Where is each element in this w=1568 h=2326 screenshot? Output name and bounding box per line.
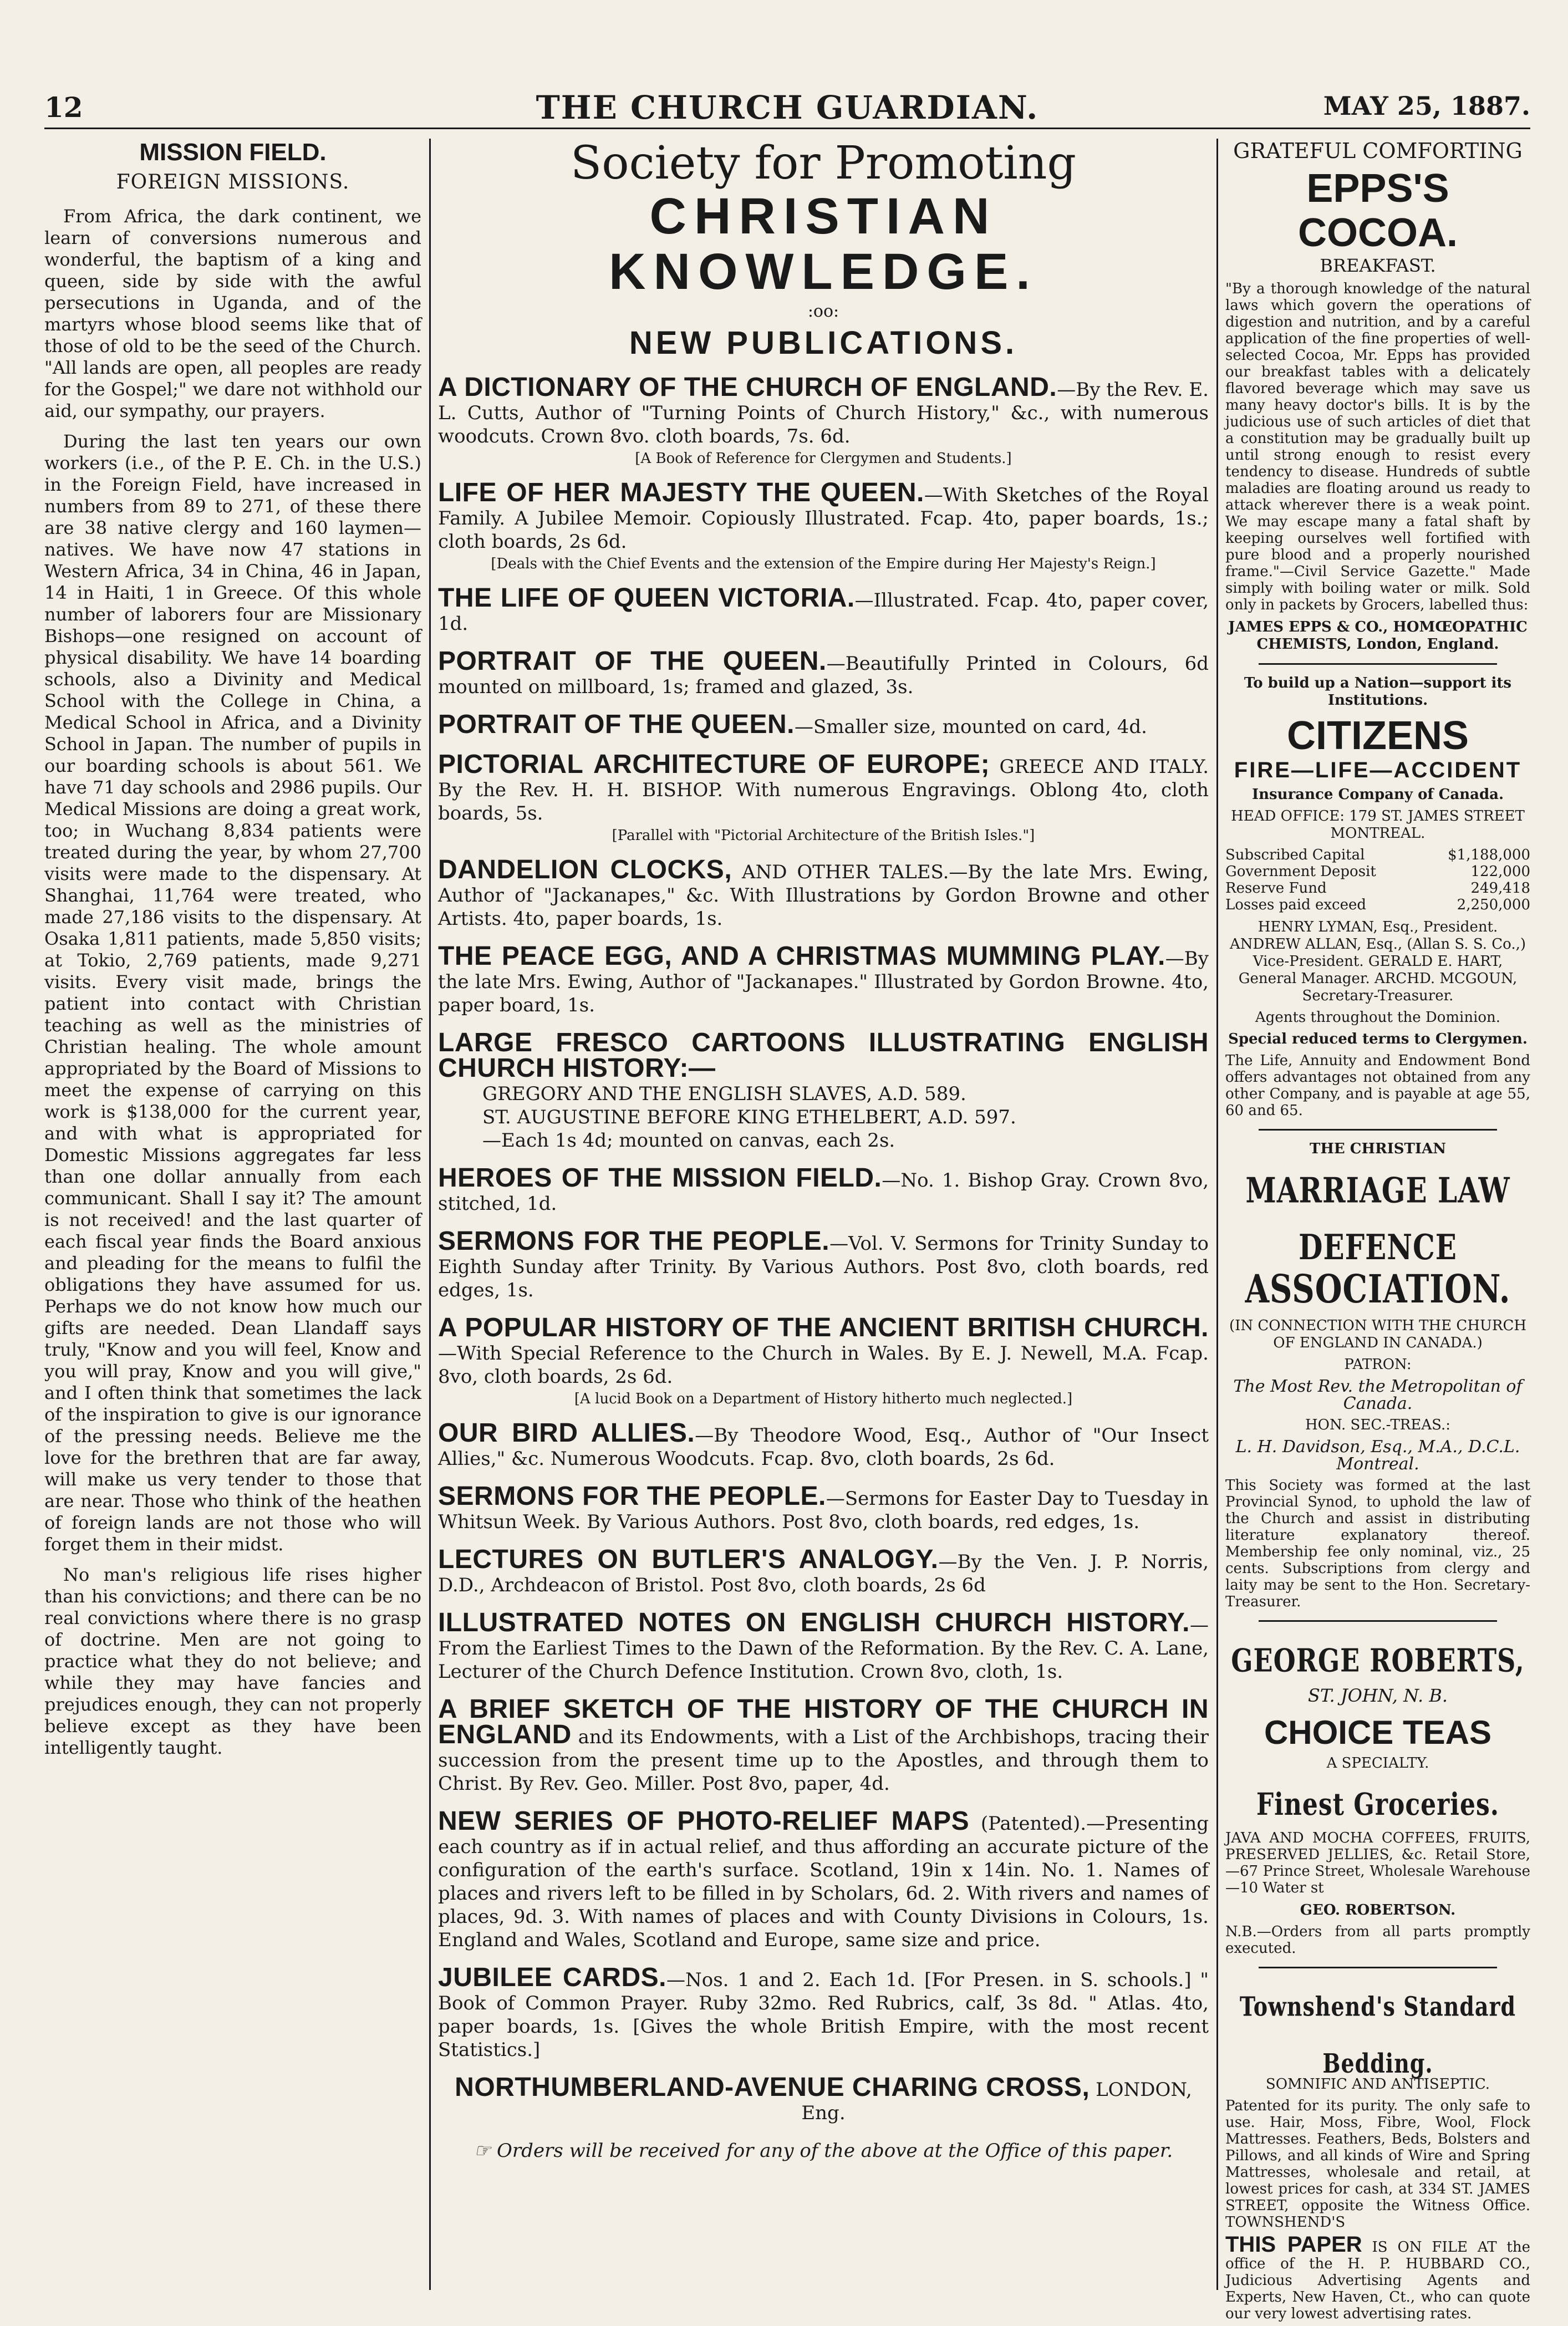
cocoa-maker: JAMES EPPS & CO., HOMŒOPATHIC CHEMISTS, London, England.: [1228, 619, 1528, 653]
finance-value: 122,000: [1470, 863, 1530, 880]
publication-details: —Beautifully Printed in Colours, 6d mounted on millboard, 1s; framed and glazed, 3s.: [438, 653, 1209, 698]
pointing-hand-icon: ☞: [474, 2140, 497, 2162]
bedding-subtitle: SOMNIFIC AND ANTISEPTIC.: [1265, 2076, 1490, 2093]
publication-item: [438, 1028, 1209, 1152]
publication-item: [438, 1163, 1209, 1215]
cocoa-tagline: GRATEFUL COMFORTING: [1233, 139, 1523, 163]
publication-details: and its Endowments, with a List of the Archbishops, tracing their succession from the present time up to the Apostles, and through them to Christ. By Rev. Geo. Miller. Post 8vo, paper, 4d.: [438, 1726, 1209, 1795]
publication-title: JUBILEE CARDS.: [438, 1963, 666, 1992]
bedding-heading: Townshend's Standard Bedding.: [1239, 1991, 1516, 2079]
publication-details: —Smaller size, mounted on card, 4d.: [795, 716, 1147, 738]
orders-notice: N.B.—Orders from all parts promptly executed.: [1225, 1923, 1530, 1957]
publication-title: OUR BIRD ALLIES.: [438, 1418, 695, 1448]
ad-divider: [1259, 1129, 1497, 1131]
finance-table: [1225, 847, 1530, 913]
publication-item: [438, 1226, 1209, 1302]
publication-note: [A Book of Reference for Clergymen and Students.]: [635, 450, 1012, 467]
finance-value: $1,188,000: [1448, 847, 1530, 863]
publication-title: HEROES OF THE MISSION FIELD.: [438, 1163, 882, 1193]
finance-row: [1225, 863, 1530, 880]
publication-title: PORTRAIT OF THE QUEEN.: [438, 647, 827, 676]
ad-divider: [1259, 1620, 1497, 1622]
cocoa-title: EPPS'S COCOA.: [1298, 166, 1458, 255]
mission-field-column: [44, 139, 421, 2290]
publication-item: [438, 373, 1209, 467]
publication-details: —By the late Mrs. Ewing, Author of "Jackanapes." Illustrated by Gordon Browne. 4to, paper board, 1s.: [438, 948, 1209, 1016]
publication-title: PORTRAIT OF THE QUEEN.: [438, 710, 795, 739]
roberts-location: ST. JOHN, N. B.: [1307, 1685, 1448, 1706]
publication-details: (Patented).—Presenting each country as if in actual relief, and thus affording an accurate picture of the configuration of the earth's surface. Scotland, 19in x 14in. No. 1. Names of places and rivers left to be filled in by Scholars, 6d. 2. With rivers and names of places, 9d. 3. With names of places and with County Divisions in Colours, 1s. England and Wales, Scotland and Europe, same size and price.: [438, 1813, 1209, 1951]
spck-title-line1: Society for Promoting: [571, 137, 1076, 190]
association-connection: (IN CONNECTION WITH THE CHURCH OF ENGLAND IN CANADA.): [1229, 1317, 1527, 1351]
association-description: This Society was formed at the last Provincial Synod, to uphold the law of the Church and assist in distributing literature explanatory thereof. Membership fee only nominal, viz., 25 cents. Subscriptions from clergy and laity may be sent to the Hon. Secretary-Treasurer.: [1225, 1477, 1530, 1610]
finance-label: Government Deposit: [1225, 863, 1376, 880]
publication-details: GREECE AND ITALY. By the Rev. H. H. BISHOP. With numerous Engravings. Oblong 4to, cloth boards, 5s.: [438, 756, 1209, 824]
publication-item: [438, 1313, 1209, 1407]
publication-item: [438, 1963, 1209, 2062]
publication-item: [438, 1806, 1209, 1952]
publication-title: A DICTIONARY OF THE CHURCH OF ENGLAND.: [438, 373, 1057, 402]
patron-name: The Most Rev. the Metropolitan of Canada.: [1233, 1377, 1523, 1413]
ornament-divider: :oo:: [807, 302, 839, 321]
publication-item: [438, 1608, 1209, 1683]
publication-title: THE PEACE EGG, AND A CHRISTMAS MUMMING PLAY.: [438, 941, 1165, 971]
section-subheading: FOREIGN MISSIONS.: [116, 171, 350, 194]
paper-on-file-notice: [1225, 2232, 1530, 2322]
address-city: LONDON, Eng.: [801, 2079, 1192, 2124]
section-heading: MISSION FIELD.: [139, 139, 327, 166]
publication-title: LIFE OF HER MAJESTY THE QUEEN.: [438, 478, 924, 507]
finance-value: 249,418: [1470, 880, 1530, 897]
publication-item: [438, 1545, 1209, 1597]
publication-item: [438, 941, 1209, 1017]
publication-note: [A lucid Book on a Department of History hitherto much neglected.]: [574, 1391, 1073, 1407]
citizens-tagline: To build up a Nation—support its Institutions.: [1244, 675, 1512, 709]
publication-details: —With Special Reference to the Church in Wales. By E. J. Newell, M.A. Fcap. 8vo, cloth boards, 2s 6d.: [438, 1342, 1209, 1388]
roberts-name: GEORGE ROBERTS,: [1231, 1641, 1525, 1679]
publication-item: [438, 583, 1209, 635]
publication-details: —With Sketches of the Royal Family. A Jubilee Memoir. Copiously Illustrated. Fcap. 4to, paper boards, 1s.; cloth boards, 2s 6d.: [438, 484, 1209, 553]
publication-title: A POPULAR HISTORY OF THE ANCIENT BRITISH CHURCH.: [438, 1313, 1209, 1342]
publication-title: LARGE FRESCO CARTOONS ILLUSTRATING ENGLISH CHURCH HISTORY:—: [438, 1028, 1209, 1083]
column-rule: [429, 139, 431, 2290]
publication-item: [438, 750, 1209, 844]
publication-note: [Deals with the Chief Events and the extension of the Empire during Her Majesty's Reign.]: [491, 556, 1156, 572]
secretary-label: HON. SEC.-TREAS.:: [1305, 1417, 1451, 1433]
secretary-name: L. H. Davidson, Esq., M.A., D.C.L. Montreal.: [1235, 1437, 1520, 1474]
finance-row: [1225, 897, 1530, 913]
publication-details: AND OTHER TALES.—By the late Mrs. Ewing, Author of "Jackanapes," &c. With Illustrations by Gordon Browne and other Artists. 4to, paper boards, 1s.: [438, 861, 1209, 930]
citizens-company: Insurance Company of Canada.: [1251, 786, 1504, 803]
publication-item: [438, 1418, 1209, 1470]
publication-item: [438, 1482, 1209, 1534]
publication-details: —By the Rev. E. L. Cutts, Author of "Turning Points of Church History," &c., with numerous woodcuts. Crown 8vo. cloth boards, 7s. 6d.: [438, 379, 1209, 447]
publication-details: —By Theodore Wood, Esq., Author of "Our Insect Allies," &c. Numerous Woodcuts. Fcap. 8vo, cloth boards, 2s 6d.: [438, 1424, 1209, 1470]
publication-item: [438, 855, 1209, 930]
finance-label: Losses paid exceed: [1225, 897, 1366, 913]
citizens-title: CITIZENS: [1286, 714, 1469, 758]
association-prefix: THE CHRISTIAN: [1309, 1141, 1447, 1157]
cocoa-description: "By a thorough knowledge of the natural laws which govern the operations of digestion and nutrition, and by a careful application of the fine properties of well-selected Cocoa, Mr. Epps has provided our breakfast tables with a delicately flavored beverage which may save us many heavy doctor's bills. It is by the judicious use of such articles of diet that a constitution may be gradually built up until strong enough to resist every tendency to disease. Hundreds of subtle maladies are floating around us ready to attack wherever there is a weak point. We may escape many a fatal shaft by keeping ourselves well fortified with pure blood and a properly nourished frame."—Civil Service Gazette." Made simply with boiling water or milk. Sold only in packets by Grocers, labelled thus:: [1225, 281, 1530, 613]
issue-date: MAY 25, 1887.: [1323, 91, 1530, 121]
publication-title: THE LIFE OF QUEEN VICTORIA.: [438, 583, 855, 613]
publication-title: DANDELION CLOCKS,: [438, 855, 732, 884]
bond-description: The Life, Annuity and Endowment Bond offers advantages not obtained from any other Company, and is payable at age 55, 60 and 65.: [1225, 1052, 1530, 1119]
teas-specialty: A SPECIALTY.: [1326, 1755, 1429, 1772]
publication-details: —Illustrated. Fcap. 4to, paper cover, 1d.: [438, 589, 1209, 635]
publication-details: —From the Earliest Times to the Dawn of the Reformation. By the Rev. C. A. Lane, Lecturer of the Church Defence Institution. Crown 8vo, cloth, 1s.: [438, 1614, 1209, 1683]
orders-note-text: Orders will be received for any of the above at the Office of this paper.: [497, 2140, 1173, 2162]
teas-heading: CHOICE TEAS: [1264, 1714, 1492, 1751]
clergy-terms: Special reduced terms to Clergymen.: [1228, 1031, 1528, 1047]
publication-item: [438, 647, 1209, 699]
association-title-line2: ASSOCIATION.: [1245, 1266, 1511, 1312]
paper-on-file-heading: THIS PAPER: [1225, 2232, 1362, 2257]
spck-title-line2: CHRISTIAN KNOWLEDGE.: [609, 188, 1038, 300]
article-paragraph: During the last ten years our own workers (i.e., of the P. E. Ch. in the U.S.) in the Foreign Field, have increased in numbers from 89 to 271, of these there are 38 native clergy and 160 laymen—natives. We have now 47 stations in Western Africa, 34 in China, 46 in Japan, 14 in Haiti, 1 in Greece. Of this whole number of laborers four are Missionary Bishops—one resigned on account of physical disability. We have 14 boarding schools, also a Divinity and Medical School with the College in China, a Medical School in Africa, and a Divinity School in Japan. The number of pupils in our boarding schools is about 561. We have 71 day schools and 2986 pupils. Our Medical Missions are doing a great work, too; in Wuchang 8,834 patients were treated during the year, by whom 27,700 visits were made to the dispensary. At Shanghai, 11,764 were treated, who made 27,186 visits to the dispensary. At Osaka 1,811 patients, made 5,850 visits; at Tokio, 2,769 patients, made 9,271 visits. Every visit made, brings the patient into contact with Christian teaching as well as the ministries of Christian healing. The whole amount appropriated by the Board of Missions to meet the expense of carrying on this work is $138,000 for the current year, and with what is appropriated for Domestic Missions aggregates far less than one dollar annually from each communicant. Shall I say it? The amount is not received! and the last quarter of each fiscal year finds the Board anxious and pleading for the means to fulfil the obligations they have assumed for us. Perhaps we do not know how much our gifts are needed. Dean Llandaff says truly, "Know and you will feel, Know and you will pray, Know and you will give," and I often think that sometimes the lack of the inspiration to give is our ignorance of the pressing needs. Believe me the love for the brethren that are far away, will make us very tender to those that are near. Those who think of the heathen of foreign lands are not those who will forget them in their midst.: [44, 431, 421, 1555]
page-number: 12: [44, 91, 83, 124]
advertisements-column: [1225, 139, 1530, 2322]
patron-label: PATRON:: [1344, 1356, 1412, 1373]
cartoon-title: GREGORY AND THE ENGLISH SLAVES, A.D. 589.: [482, 1083, 966, 1105]
article-paragraph: No man's religious life rises higher than his convictions; and there can be no real convictions where there is no grasp of doctrine. Men are not going to practice what they do not believe; and while they may have fancies and prejudices enough, they can not properly believe except as they have been intelligently taught.: [44, 1564, 421, 1758]
publication-details: —By the Ven. J. P. Norris, D.D., Archdeacon of Bristol. Post 8vo, cloth boards, 2s 6d: [438, 1551, 1209, 1596]
spck-advertisement-column: [438, 139, 1209, 2290]
publication-details: —Sermons for Easter Day to Tuesday in Whitsun Week. By Various Authors. Post 8vo, cloth boards, red edges, 1s.: [438, 1488, 1209, 1533]
publication-item: [438, 478, 1209, 572]
publication-title: PICTORIAL ARCHITECTURE OF EUROPE;: [438, 750, 990, 779]
page-header: [44, 83, 1530, 129]
finance-label: Subscribed Capital: [1225, 847, 1365, 863]
finance-row: [1225, 880, 1530, 897]
groceries-heading: Finest Groceries.: [1256, 1787, 1500, 1823]
publication-title: A BRIEF SKETCH OF THE HISTORY OF THE CHURCH IN ENGLAND: [438, 1694, 1209, 1749]
citizens-officers: HENRY LYMAN, Esq., President. ANDREW ALLAN, Esq., (Allan S. S. Co.,) Vice-President. GERALD E. HART, General Manager. ARCHD. MCGOUN, Secretary-Treasurer.: [1229, 919, 1526, 1004]
cartoon-title: ST. AUGUSTINE BEFORE KING ETHELBERT, A.D. 597.: [482, 1106, 1016, 1128]
article-paragraph: From Africa, the dark continent, we learn of conversions numerous and wonderful, the baptism of a king and queen, side by side with the awful persecutions in Uganda, and of the martyrs whose blood seems like that of those of old to be the seed of the Church. "All lands are open, all peoples are ready for the Gospel;" we dare not withhold our aid, our sympathy, our prayers.: [44, 206, 421, 421]
association-title-line1: MARRIAGE LAW DEFENCE: [1245, 1169, 1510, 1268]
groceries-description: JAVA AND MOCHA COFFEES, FRUITS, PRESERVED JELLIES, &c. Retail Store,—67 Prince Street, Wholesale Warehouse—10 Water st: [1225, 1830, 1530, 1896]
finance-label: Reserve Fund: [1225, 880, 1327, 897]
publication-item: [438, 1694, 1209, 1795]
publication-title: NEW SERIES OF PHOTO-RELIEF MAPS: [438, 1806, 970, 1836]
publication-title: LECTURES ON BUTLER'S ANALOGY.: [438, 1545, 939, 1574]
address-street: NORTHUMBERLAND-AVENUE CHARING CROSS,: [455, 2073, 1090, 2102]
publication-title: SERMONS FOR THE PEOPLE.: [438, 1226, 830, 1256]
publication-title: ILLUSTRATED NOTES ON ENGLISH CHURCH HISTORY.: [438, 1608, 1190, 1637]
citizens-office: HEAD OFFICE: 179 ST. JAMES STREET MONTREAL.: [1231, 808, 1525, 842]
cocoa-subtitle: BREAKFAST.: [1320, 255, 1436, 276]
column-rule: [1216, 139, 1218, 2290]
finance-row: [1225, 847, 1530, 863]
publication-details: —No. 1. Bishop Gray. Crown 8vo, stitched, 1d.: [438, 1169, 1209, 1215]
cartoon-price: —Each 1s 4d; mounted on canvas, each 2s.: [482, 1129, 895, 1152]
newspaper-page: [44, 83, 1530, 2322]
orders-note: [438, 2139, 1209, 2162]
roberts-signature: GEO. ROBERTSON.: [1300, 1902, 1456, 1918]
publication-title: SERMONS FOR THE PEOPLE.: [438, 1482, 826, 1511]
masthead-title: THE CHURCH GUARDIAN.: [536, 89, 1039, 126]
spck-address: [438, 2073, 1209, 2125]
publication-note: [Parallel with "Pictorial Architecture of the British Isles."]: [612, 827, 1035, 844]
publication-details: —Nos. 1 and 2. Each 1d. [For Presen. in S. schools.] " Book of Common Prayer. Ruby 32mo. Red Rubrics, calf, 3s 8d. " Atlas. 4to, paper boards, 1s. [Gives the whole British Empire, with the most recent Statistics.]: [438, 1969, 1209, 2061]
ad-divider: [1259, 1967, 1497, 1968]
ad-divider: [1259, 663, 1497, 665]
bedding-description: Patented for its purity. The only safe to use. Hair, Moss, Fibre, Wool, Flock Mattresses. Feathers, Beds, Bolsters and Pillows, and all kinds of Wire and Spring Mattresses, wholesale and retail, at lowest prices for cash, at 334 ST. JAMES STREET, opposite the Witness Office. TOWNSHEND'S: [1225, 2098, 1530, 2231]
publication-details: —Vol. V. Sermons for Trinity Sunday to Eighth Sunday after Trinity. By Various Authors. Post 8vo, cloth boards, red edges, 1s.: [438, 1233, 1209, 1301]
citizens-subtitle: FIRE—LIFE—ACCIDENT: [1234, 758, 1522, 782]
spck-subtitle: NEW PUBLICATIONS.: [629, 325, 1018, 361]
finance-value: 2,250,000: [1457, 897, 1530, 913]
citizens-agents: Agents throughout the Dominion.: [1255, 1009, 1501, 1026]
paper-on-file-text: IS ON FILE AT the office of the H. P. HUBBARD CO., Judicious Advertising Agents and Experts, New Haven, Ct., who can quote our very lowest advertising rates.: [1225, 2239, 1530, 2322]
publication-item: [438, 710, 1209, 739]
